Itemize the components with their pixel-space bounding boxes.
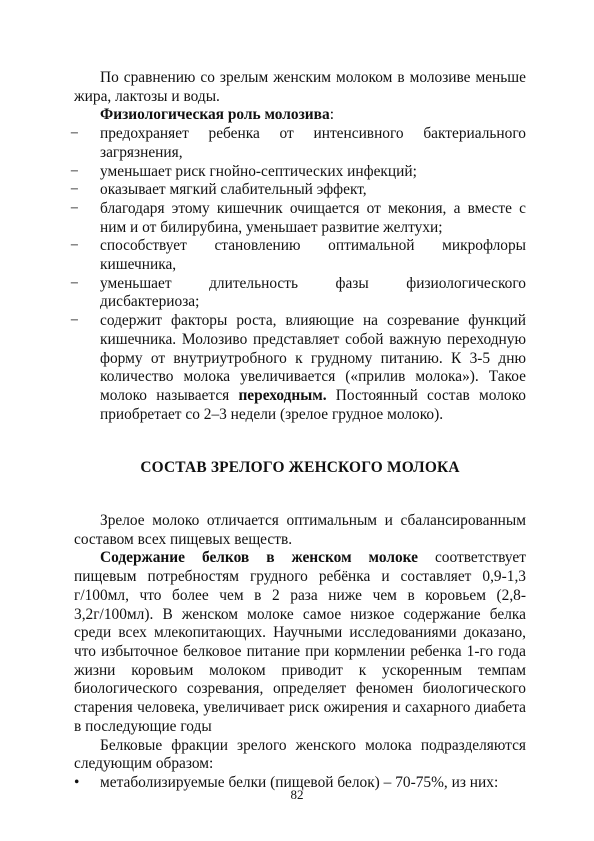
list-item-text: оказывает мягкий слабительный эффект, [100, 181, 367, 199]
intro-paragraph: По сравнению со зрелым женским молоком в молозиве меньше жира, лактозы и воды. [74, 69, 526, 105]
dash-marker: − [70, 181, 79, 199]
list-item-text: уменьшает длительность фазы физиологического дисбактериоза; [100, 274, 526, 311]
role-heading: Физиологическая роль молозива [100, 106, 330, 124]
composition-paragraph: Зрелое молоко отличается оптимальным и сбалансированным составом всех пищевых веществ. [74, 512, 526, 548]
list-item-text: метаболизируемые белки (пищевой белок) – 70-75%, из них: [100, 773, 499, 791]
list-item [70, 162, 526, 182]
dash-marker: − [70, 162, 79, 180]
dash-marker: − [70, 237, 79, 255]
dash-marker: − [70, 199, 79, 217]
list-item [70, 125, 526, 162]
list-item [70, 274, 526, 312]
protein-text: соответствует пищевым потребностям грудного ребёнка и составляет 0,9-1,3 г/100мл, что более чем в 2 раза ниже чем в коровьем (2,8-3,2г/100мл). В женском молоке самое низкое содержание белка среди всех млекопитающих. Научными исследованиями доказано, что избыточное белковое питание при кормлении ребенка 1-го года жизни коровьим молоком приводит к ускоренным темпам биологического созревания, определяет феномен биологического старения человека, увеличивает риск ожирения и сахарного диабета в последующие годы [74, 549, 526, 735]
section-title: СОСТАВ ЗРЕЛОГО ЖЕНСКОГО МОЛОКА [140, 459, 460, 477]
text-column [70, 69, 527, 793]
list-item [70, 237, 526, 274]
list-item-text: благодаря этому кишечник очищается от мекония, а вместе с ним и от билирубина, уменьшает развитие желтухи; [100, 199, 526, 236]
protein-paragraph [74, 549, 526, 736]
list-item [70, 181, 526, 200]
dash-marker: − [70, 274, 79, 292]
protein-heading: Содержание белков в женском молоке [100, 549, 418, 567]
list-item-text: способствует становлению оптимальной микрофлоры кишечника, [100, 237, 526, 274]
list-item-text: уменьшает риск гнойно-септических инфекций; [100, 162, 417, 180]
fractions-paragraph: Белковые фракции зрелого женского молока подразделяются следующим образом: [74, 736, 526, 773]
role-heading-line [74, 106, 526, 125]
dash-marker: − [70, 125, 79, 143]
role-heading-colon: : [329, 106, 334, 124]
list-item-text: предохраняет ребенка от интенсивного бактериального загрязнения, [100, 125, 526, 161]
list-item-text: содержит факторы роста, влияющие на созревание функций кишечника. Молозиво представляет собой важную переходную форму от внутриутробного к грудному питанию. К 3-5 дню количество молока увеличивается («прилив молока»). Такое молоко называется [100, 312, 526, 404]
list-item-text-end: Постоянный состав молоко приобретает со 2–3 недели (зрелое грудное молоко). [100, 386, 527, 423]
list-item [70, 312, 527, 424]
dash-marker: − [70, 312, 79, 330]
list-item [70, 199, 526, 237]
bold-term: переходным. [238, 386, 327, 404]
bullet-marker: • [74, 773, 80, 791]
page-number: 82 [290, 787, 304, 802]
role-list [70, 125, 527, 424]
